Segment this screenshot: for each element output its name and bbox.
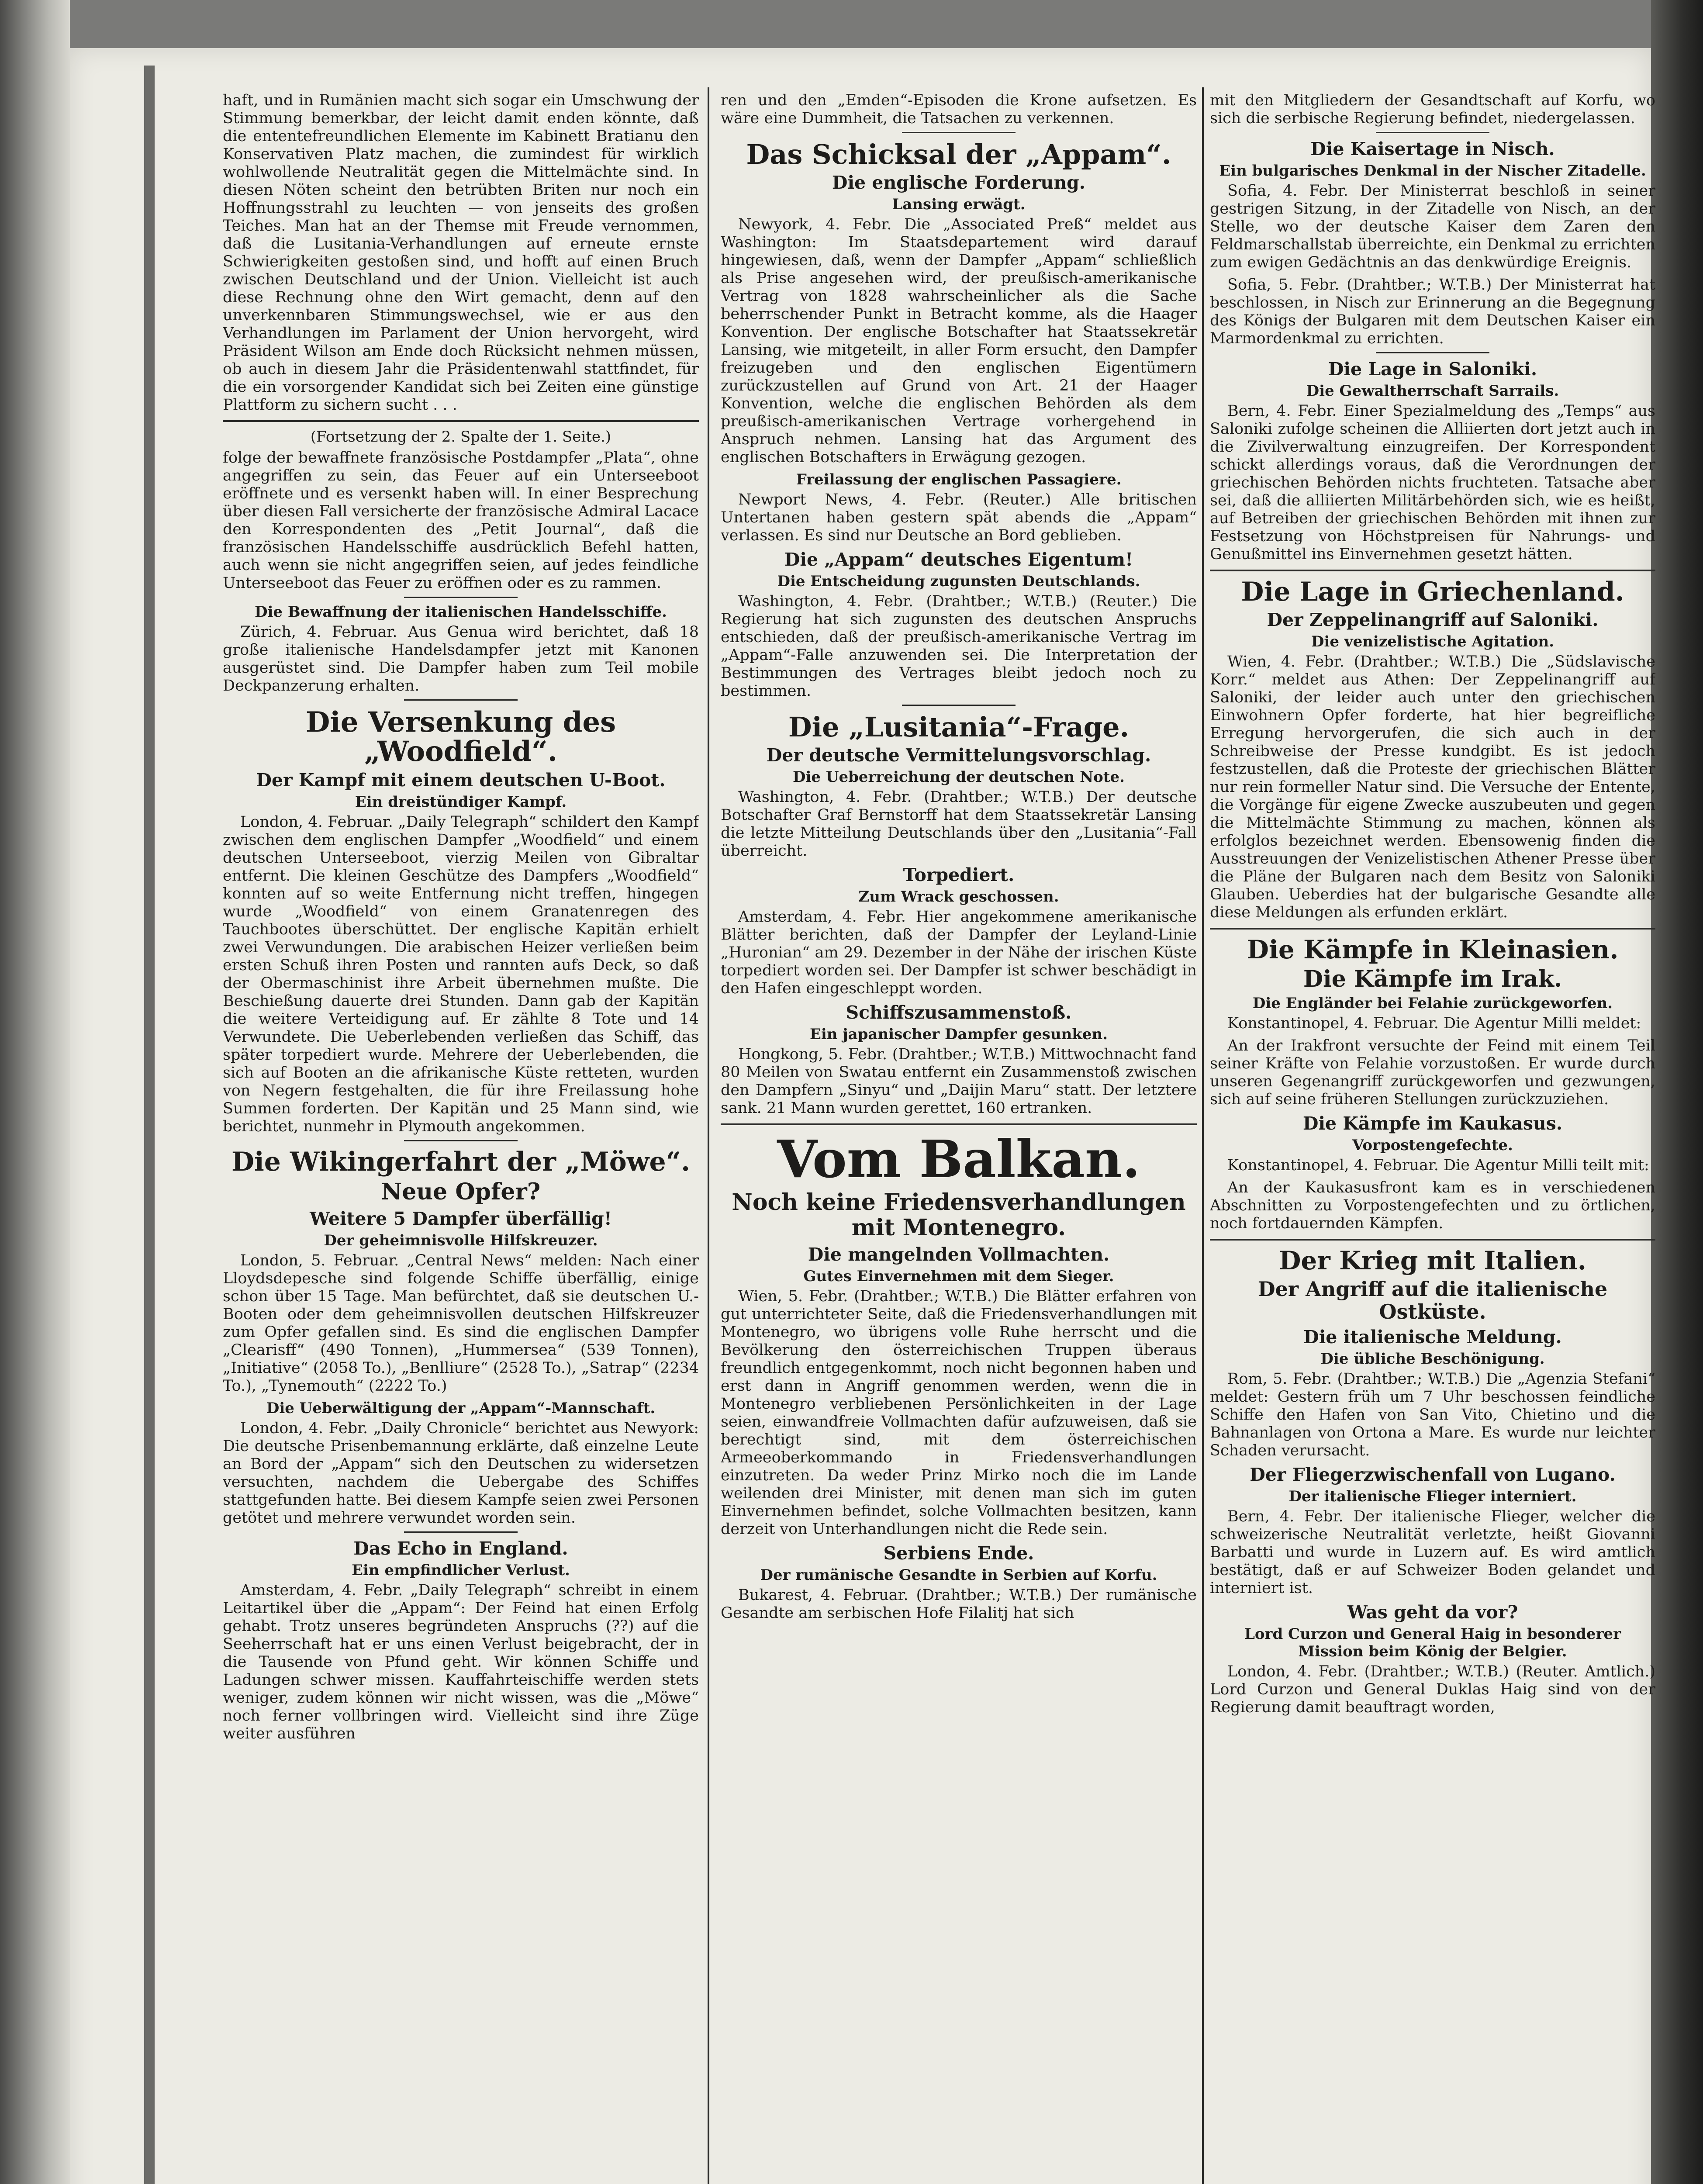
subheadline: Lansing erwägt. xyxy=(892,196,1026,214)
headline: Der Krieg mit Italien. xyxy=(1279,1245,1586,1275)
article-paragraph: Hongkong, 5. Febr. (Drahtber.; W.T.B.) Mittwochnacht fand 80 Meilen von Swatau entfernt ein Zusammenstoß zwischen den Dampfern „Sinyu“ und „Daijin Maru“ statt. Der letztere sank. 21 Mann wurden gerettet, 160 ertranken. xyxy=(721,1046,1197,1117)
article-paragraph: folge der bewaffnete französische Postdampfer „Plata“, ohne angegriffen zu sein, das Feuer auf ein Unterseeboot eröffnete und es versenkt haben will. In einer Besprechung über diesen Fall versicherte der französische Admiral Lacace den Korrespondenten des „Petit Journal“, daß die französischen Handelsschiffe ausdrücklich Befehl hatten, auch wenn sie nicht angegriffen seien, auf jedes feindliche Unterseeboot das Feuer zu eröffnen oder es zu rammen. xyxy=(223,449,699,592)
headline: Vom Balkan. xyxy=(777,1129,1140,1190)
subheadline: Die mangelnden Vollmachten. xyxy=(808,1244,1110,1265)
article-paragraph: Amsterdam, 4. Febr. „Daily Telegraph“ schreibt in einem Leitartikel über die „Appam“: Der Feind hat einen Erfolg gehabt. Trotz unseres begründeten Anspruchs (??) auf die Seeherrschaft hat er uns einen Verlust beigebracht, der in die Tausende von Pfund geht. Wir können Schiffe und Ladungen schwer missen. Kauffahrteischiffe werden stets weniger, zudem können wir nicht wissen, was die „Möwe“ noch ferner vollbringen wird. Vielleicht sind ihre Züge weiter ausführen xyxy=(223,1582,699,1743)
subheadline: Die übliche Beschönigung. xyxy=(1320,1350,1545,1368)
subheadline: Ein empfindlicher Verlust. xyxy=(352,1562,570,1579)
article-paragraph: Zürich, 4. Februar. Aus Genua wird berichtet, daß 18 große italienische Handelsdampfer jetzt mit Kanonen ausgerüstet sind. Die Dampfer haben zum Teil mobile Deckpanzerung erhalten. xyxy=(223,623,699,695)
headline: Die Wikingerfahrt der „Möwe“. xyxy=(231,1147,691,1178)
subheadline: Zum Wrack geschossen. xyxy=(858,888,1059,906)
article-paragraph: Sofia, 5. Febr. (Drahtber.; W.T.B.) Der Ministerrat hat beschlossen, in Nisch zur Erinnerung an die Begegnung des Königs der Bulgaren mit dem Deutschen Kaiser ein Marmordenkmal zu errichten. xyxy=(1210,276,1655,347)
subheadline: Der rumänische Gesandte in Serbien auf Korfu. xyxy=(760,1566,1157,1584)
subheadline: Der Angriff auf die italienische Ostküste. xyxy=(1257,1277,1608,1324)
continuation-note: (Fortsetzung der 2. Spalte der 1. Seite.) xyxy=(310,428,611,446)
subheadline: Die Kämpfe im Irak. xyxy=(1303,965,1562,992)
headline: Das Schicksal der „Appam“. xyxy=(746,138,1171,170)
subheadline: Neue Opfer? xyxy=(381,1178,541,1206)
article-paragraph: Konstantinopel, 4. Februar. Die Agentur Milli teilt mit: xyxy=(1227,1156,1649,1174)
column-2 xyxy=(721,92,1197,2184)
divider xyxy=(1376,352,1489,353)
section-rule xyxy=(721,1123,1197,1125)
divider xyxy=(404,1531,518,1533)
subheadline: Lord Curzon und General Haig in besonderer Mission beim König der Belgier. xyxy=(1244,1625,1621,1660)
headline: Die Versenkung des „Woodfield“. xyxy=(305,706,616,768)
headline: Die Ueberwältigung der „Appam“-Mannschaft. xyxy=(266,1400,656,1417)
headline: Die „Appam“ deutsches Eigentum! xyxy=(784,549,1133,570)
subheadline: Die Gewaltherrschaft Sarrails. xyxy=(1306,382,1559,400)
headline: Die Lage in Saloniki. xyxy=(1328,359,1537,380)
section-rule xyxy=(1210,570,1655,571)
article-paragraph: haft, und in Rumänien macht sich sogar ein Umschwung der Stimmung bemerkbar, der leicht damit enden könnte, daß die ententefreundlichen Elemente im Kabinett Bratianu den Konservativen Platz machen, die zumindest für wirklich wohlwollende Neutralität gegen die Mittelmächte sind. In diesen Nöten scheint den betrübten Briten nur noch ein Hoffnungsstrahl zu leuchten — von jenseits des großen Teiches. Man hat an der Themse mit Freude vernommen, daß die Lusitania-Verhandlungen auf erneute ernste Schwierigkeiten gestoßen sind, und hofft auf einen Bruch zwischen Deutschland und der Union. Vielleicht ist auch diese Rechnung ohne den Wirt gemacht, denn auf den unverkennbaren Stimmungswechsel, wie er aus den Verhandlungen im Parlament der Union hervorgeht, wird Präsident Wilson am Ende doch Rücksicht nehmen müssen, ob auch in diesem Jahr die Präsidentenwahl stattfindet, für die ein vorsorgender Kandidat sich bei Zeiten eine günstige Plattform zu sichern sucht . . . xyxy=(223,92,699,414)
article-paragraph: Bern, 4. Febr. Einer Spezialmeldung des „Temps“ aus Saloniki zufolge scheinen die Alliierten dort jetzt auch in die Zivilverwaltung einzugreifen. Der Korrespondent schickt allerdings voraus, daß die Verordnungen der griechischen Behörden nichts fruchteten. Tatsache aber sei, daß die alliierten Militärbehörden sich, wie es heißt, auf Betreiben der griechischen Behörden mit ihnen zur Festsetzung von Höchstpreisen für Nahrungs- und Genußmittel ins Einvernehmen gesetzt hätten. xyxy=(1210,402,1655,563)
headline: Die „Lusitania“-Frage. xyxy=(788,711,1130,743)
subheadline: Weitere 5 Dampfer überfällig! xyxy=(310,1208,612,1230)
article-paragraph: Wien, 5. Febr. (Drahtber.; W.T.B.) Die Blätter erfahren von gut unterrichteter Seite, daß die Friedensverhandlungen mit Montenegro, wo übrigens volle Ruhe herrscht und die Bevölkerung den österreichischen Truppen überaus freundlich entgegenkommt, noch nicht begonnen haben und erst dann in Angriff genommen werden, wenn die in Montenegro verbliebenen Persönlichkeiten in der Lage seien, einwandfreie Vollmachten dafür aufzuweisen, daß sie berechtigt sind, mit dem österreichischen Armeeoberkommando in Friedensverhandlungen einzutreten. Da weder Prinz Mirko noch die im Lande weilenden drei Minister, mit denen man sich im guten Einvernehmen befindet, solche Vollmachten besitzen, kann derzeit von Unterhandlungen nicht die Rede sein. xyxy=(721,1288,1197,1538)
section-rule xyxy=(1210,1239,1655,1241)
article-paragraph: Washington, 4. Febr. (Drahtber.; W.T.B.) (Reuter.) Die Regierung hat sich zugunsten des deutschen Anspruchs entschieden, daß der preußisch-amerikanische Vertrag im „Appam“-Falle anzuwenden sei. Die Interpretation der Bestimmungen des Vertrages bleibt jedoch noch zu bestimmen. xyxy=(721,593,1197,700)
headline: Torpediert. xyxy=(903,864,1015,886)
headline: Was geht da vor? xyxy=(1347,1601,1518,1623)
headline: Die Kämpfe im Kaukasus. xyxy=(1302,1113,1563,1134)
book-binding xyxy=(0,0,70,2184)
headline: Der Fliegerzwischenfall von Lugano. xyxy=(1250,1464,1616,1485)
column-1 xyxy=(223,92,699,2184)
column-3 xyxy=(1210,92,1655,2184)
subheadline: Der Kampf mit einem deutschen U-Boot. xyxy=(256,770,666,791)
subheadline: Der deutsche Vermittelungsvorschlag. xyxy=(766,745,1151,766)
book-spine-edge xyxy=(1651,0,1703,2184)
article-paragraph: Rom, 5. Febr. (Drahtber.; W.T.B.) Die „Agenzia Stefani“ meldet: Gestern früh um 7 Uhr beschossen feindliche Schiffe den Hafen von San Vito, Chietino und die Bahnanlagen von Ortona a Mare. Es wurde nur leichter Schaden verursacht. xyxy=(1210,1370,1655,1459)
divider xyxy=(1376,132,1489,133)
divider xyxy=(404,1140,518,1141)
section-rule xyxy=(223,420,699,422)
divider xyxy=(902,132,1016,133)
headline: Freilassung der englischen Passagiere. xyxy=(796,471,1122,489)
headline: Schiffszusammenstoß. xyxy=(846,1002,1072,1023)
article-paragraph: ren und den „Emden“-Episoden die Krone aufsetzen. Es wäre eine Dummheit, die Tatsachen zu verkennen. xyxy=(721,92,1197,127)
subheadline: Vorpostengefechte. xyxy=(1352,1136,1513,1154)
divider xyxy=(404,597,518,598)
subheadline: Die venizelistische Agitation. xyxy=(1311,633,1554,650)
article-paragraph: Amsterdam, 4. Febr. Hier angekommene amerikanische Blätter berichten, daß der Dampfer der Leyland-Linie „Huronian“ am 29. Dezember in der Nähe der irischen Küste torpediert worden sei. Der Dampfer ist schwer beschädigt in den Hafen eingeschleppt worden. xyxy=(721,908,1197,998)
article-paragraph: Newport News, 4. Febr. (Reuter.) Alle britischen Untertanen haben gestern spät abends die „Appam“ verlassen. Es sind nur Deutsche an Bord geblieben. xyxy=(721,491,1197,545)
article-paragraph: London, 4. Febr. „Daily Chronicle“ berichtet aus Newyork: Die deutsche Prisenbemannung erklärte, daß einzelne Leute an Bord der „Appam“ sich den Deutschen zu widersetzen versuchten, nachdem die Uebergabe des Schiffes stattgefunden hatte. Bei diesem Kampfe seien zwei Personen getötet und mehrere verwundet worden sein. xyxy=(223,1420,699,1527)
headline: Die Lage in Griechenland. xyxy=(1241,577,1624,607)
article-paragraph: Wien, 4. Febr. (Drahtber.; W.T.B.) Die „Südslavische Korr.“ meldet aus Athen: Der Zeppelinangriff auf Saloniki, der leider auch unter den griechischen Einwohnern Opfer forderte, hat hier begreifliche Erregung hervorgerufen, die sich auch in der Schreibweise der Presse kundgibt. Es ist jedoch festzustellen, daß die Proteste der griechischen Blätter nur rein formeller Natur sind. Die Versuche der Entente, die Vorgänge für eigene Zwecke auszubeuten und gegen die Mittelmächte Stimmung zu machen, können als erfolglos bezeichnet werden. Ebensowenig finden die Ausstreuungen der Venizelistischen Athener Presse über die Pläne der Bulgaren nach dem Besitz von Saloniki Glauben. Ueberdies hat der bulgarische Gesandte alle diese Meldungen als erfunden erklärt. xyxy=(1210,653,1655,921)
headline: Die Bewaffnung der italienischen Handelsschiffe. xyxy=(254,603,667,621)
article-paragraph: Newyork, 4. Febr. Die „Associated Preß“ meldet aus Washington: Im Staatsdepartement wird darauf hingewiesen, daß, wenn der Dampfer „Appam“ schließlich als Prise angesehen wird, der preußisch-amerikanische Vertrag von 1828 wahrscheinlicher als die Sache beherrschender Punkt in Betracht komme, als die Haager Konvention. Der englische Botschafter hat Staatssekretär Lansing, wie mitgeteilt, in aller Form ersucht, den Dampfer freizugeben und den englischen Eigentümern zurückzustellen auf Grund von Art. 21 der Haager Konvention, welche die englischen Behörden als dem preußisch-amerikanischen Vertrage vorhergehend in Anspruch nehmen. Lansing hat das Argument des englischen Botschafters in Erwägung gezogen. xyxy=(721,216,1197,467)
subheadline: Die italienische Meldung. xyxy=(1303,1326,1562,1348)
article-paragraph: London, 4. Februar. „Daily Telegraph“ schildert den Kampf zwischen dem englischen Dampfer „Woodfield“ und einem deutschen Unterseeboot, vierzig Meilen von Gibraltar entfernt. Die kleinen Geschütze des Dampfers „Woodfield“ konnten auf so weite Entfernung nicht treffen, hingegen wurde „Woodfield“ von einem Granatenregen des Tauchbootes überschüttet. Der englische Kapitän erhielt zwei Verwundungen. Die arabischen Heizer verließen beim ersten Schuß ihren Posten und rannten aufs Deck, so daß der Obermaschinist ihre Arbeit übernehmen mußte. Die Beschießung dauerte drei Stunden. Dann gab der Kapitän die weitere Verteidigung auf. Er zählte 8 Tote und 14 Verwundete. Die Ueberlebenden verließen das Schiff, das später torpediert wurde. Mehrere der Ueberlebenden, die sich auf Booten an die afrikanische Küste retteten, wurden von Negern festgehalten, die für ihre Freilassung hohe Summen forderten. Der Kapitän und 25 Mann sind, wie berichtet, nunmehr in Plymouth angekommen. xyxy=(223,813,699,1136)
subheadline: Ein bulgarisches Denkmal in der Nischer Zitadelle. xyxy=(1219,162,1646,180)
divider xyxy=(902,705,1016,706)
article-paragraph: mit den Mitgliedern der Gesandtschaft auf Korfu, wo sich die serbische Regierung befindet, niedergelassen. xyxy=(1210,92,1655,127)
subheadline: Die Engländer bei Felahie zurückgeworfen. xyxy=(1252,994,1613,1012)
article-paragraph: An der Irakfront versuchte der Feind mit einem Teil seiner Kräfte von Felahie vorzustoßen. Er wurde durch unseren Gegenangriff zurückgeworfen und gezwungen, sich auf seine früheren Stellungen zurückzuziehen. xyxy=(1210,1037,1655,1108)
headline: Die Kaisertage in Nisch. xyxy=(1310,138,1555,159)
subheadline: Die englische Forderung. xyxy=(832,172,1086,194)
article-paragraph: Sofia, 4. Febr. Der Ministerrat beschloß in seiner gestrigen Sitzung, in der Zitadelle von Nisch, an der Stelle, wo der deutsche Kaiser dem Zaren den Feldmarschallstab überreichte, ein Denkmal zu errichten zum ewigen Gedächtnis an das denkwürdige Ereignis. xyxy=(1210,182,1655,271)
subheadline: Noch keine Friedensverhandlungen mit Montenegro. xyxy=(732,1189,1186,1241)
article-paragraph: Washington, 4. Febr. (Drahtber.; W.T.B.) Der deutsche Botschafter Graf Bernstorff hat dem Staatssekretär Lansing die letzte Mitteilung Deutschlands über den „Lusitania“-Fall überreicht. xyxy=(721,788,1197,860)
subheadline: Gutes Einvernehmen mit dem Sieger. xyxy=(803,1268,1114,1286)
page-edge-strip xyxy=(144,66,155,2184)
subheadline: Ein dreistündiger Kampf. xyxy=(355,793,567,811)
article-paragraph: London, 5. Februar. „Central News“ melden: Nach einer Lloydsdepesche sind folgende Schiffe überfällig, einige schon über 15 Tage. Man befürchtet, daß sie deutschen U.-Booten oder dem geheimnisvollen deutschen Hilfskreuzer zum Opfer gefallen sind. Es sind die englischen Dampfer „Clearisff“ (490 Tonnen), „Hummersea“ (539 Tonnen), „Initiative“ (2058 To.), „Benlliure“ (2528 To.), „Satrap“ (2234 To.), „Tynemouth“ (2222 To.) xyxy=(223,1252,699,1395)
column-rule-1 xyxy=(708,87,709,2184)
subheadline: Der geheimnisvolle Hilfskreuzer. xyxy=(324,1232,598,1250)
article-paragraph: An der Kaukasusfront kam es in verschiedenen Abschnitten zu Vorpostengefechten und zu örtlichen, noch fortdauernden Kämpfen. xyxy=(1210,1178,1655,1232)
article-paragraph: Konstantinopel, 4. Februar. Die Agentur Milli meldet: xyxy=(1227,1014,1641,1032)
subheadline: Der italienische Flieger interniert. xyxy=(1288,1487,1577,1505)
section-rule xyxy=(1210,928,1655,930)
headline: Die Kämpfe in Kleinasien. xyxy=(1247,935,1619,964)
article-paragraph: Bern, 4. Febr. Der italienische Flieger, welcher die schweizerische Neutralität verletzte, heißt Giovanni Barbatti und wurde in Luzern auf. Es wird amtlich bestätigt, daß er auf Schweizer Boden gelandet und interniert ist. xyxy=(1210,1507,1655,1597)
subheadline: Ein japanischer Dampfer gesunken. xyxy=(809,1026,1108,1044)
divider xyxy=(404,699,518,701)
headline: Das Echo in England. xyxy=(353,1538,568,1559)
article-paragraph: London, 4. Febr. (Drahtber.; W.T.B.) (Reuter. Amtlich.) Lord Curzon und General Duklas Haig sind von der Regierung damit beauftragt worden, xyxy=(1210,1662,1655,1716)
subheadline: Die Ueberreichung der deutschen Note. xyxy=(792,768,1125,786)
column-rule-2 xyxy=(1202,87,1204,2184)
article-paragraph: Bukarest, 4. Februar. (Drahtber.; W.T.B.) Der rumänische Gesandte am serbischen Hofe Filalitj hat sich xyxy=(721,1586,1197,1622)
subheadline: Die Entscheidung zugunsten Deutschlands. xyxy=(777,573,1140,591)
headline: Serbiens Ende. xyxy=(883,1543,1034,1564)
subheadline: Der Zeppelinangriff auf Saloniki. xyxy=(1267,609,1599,630)
